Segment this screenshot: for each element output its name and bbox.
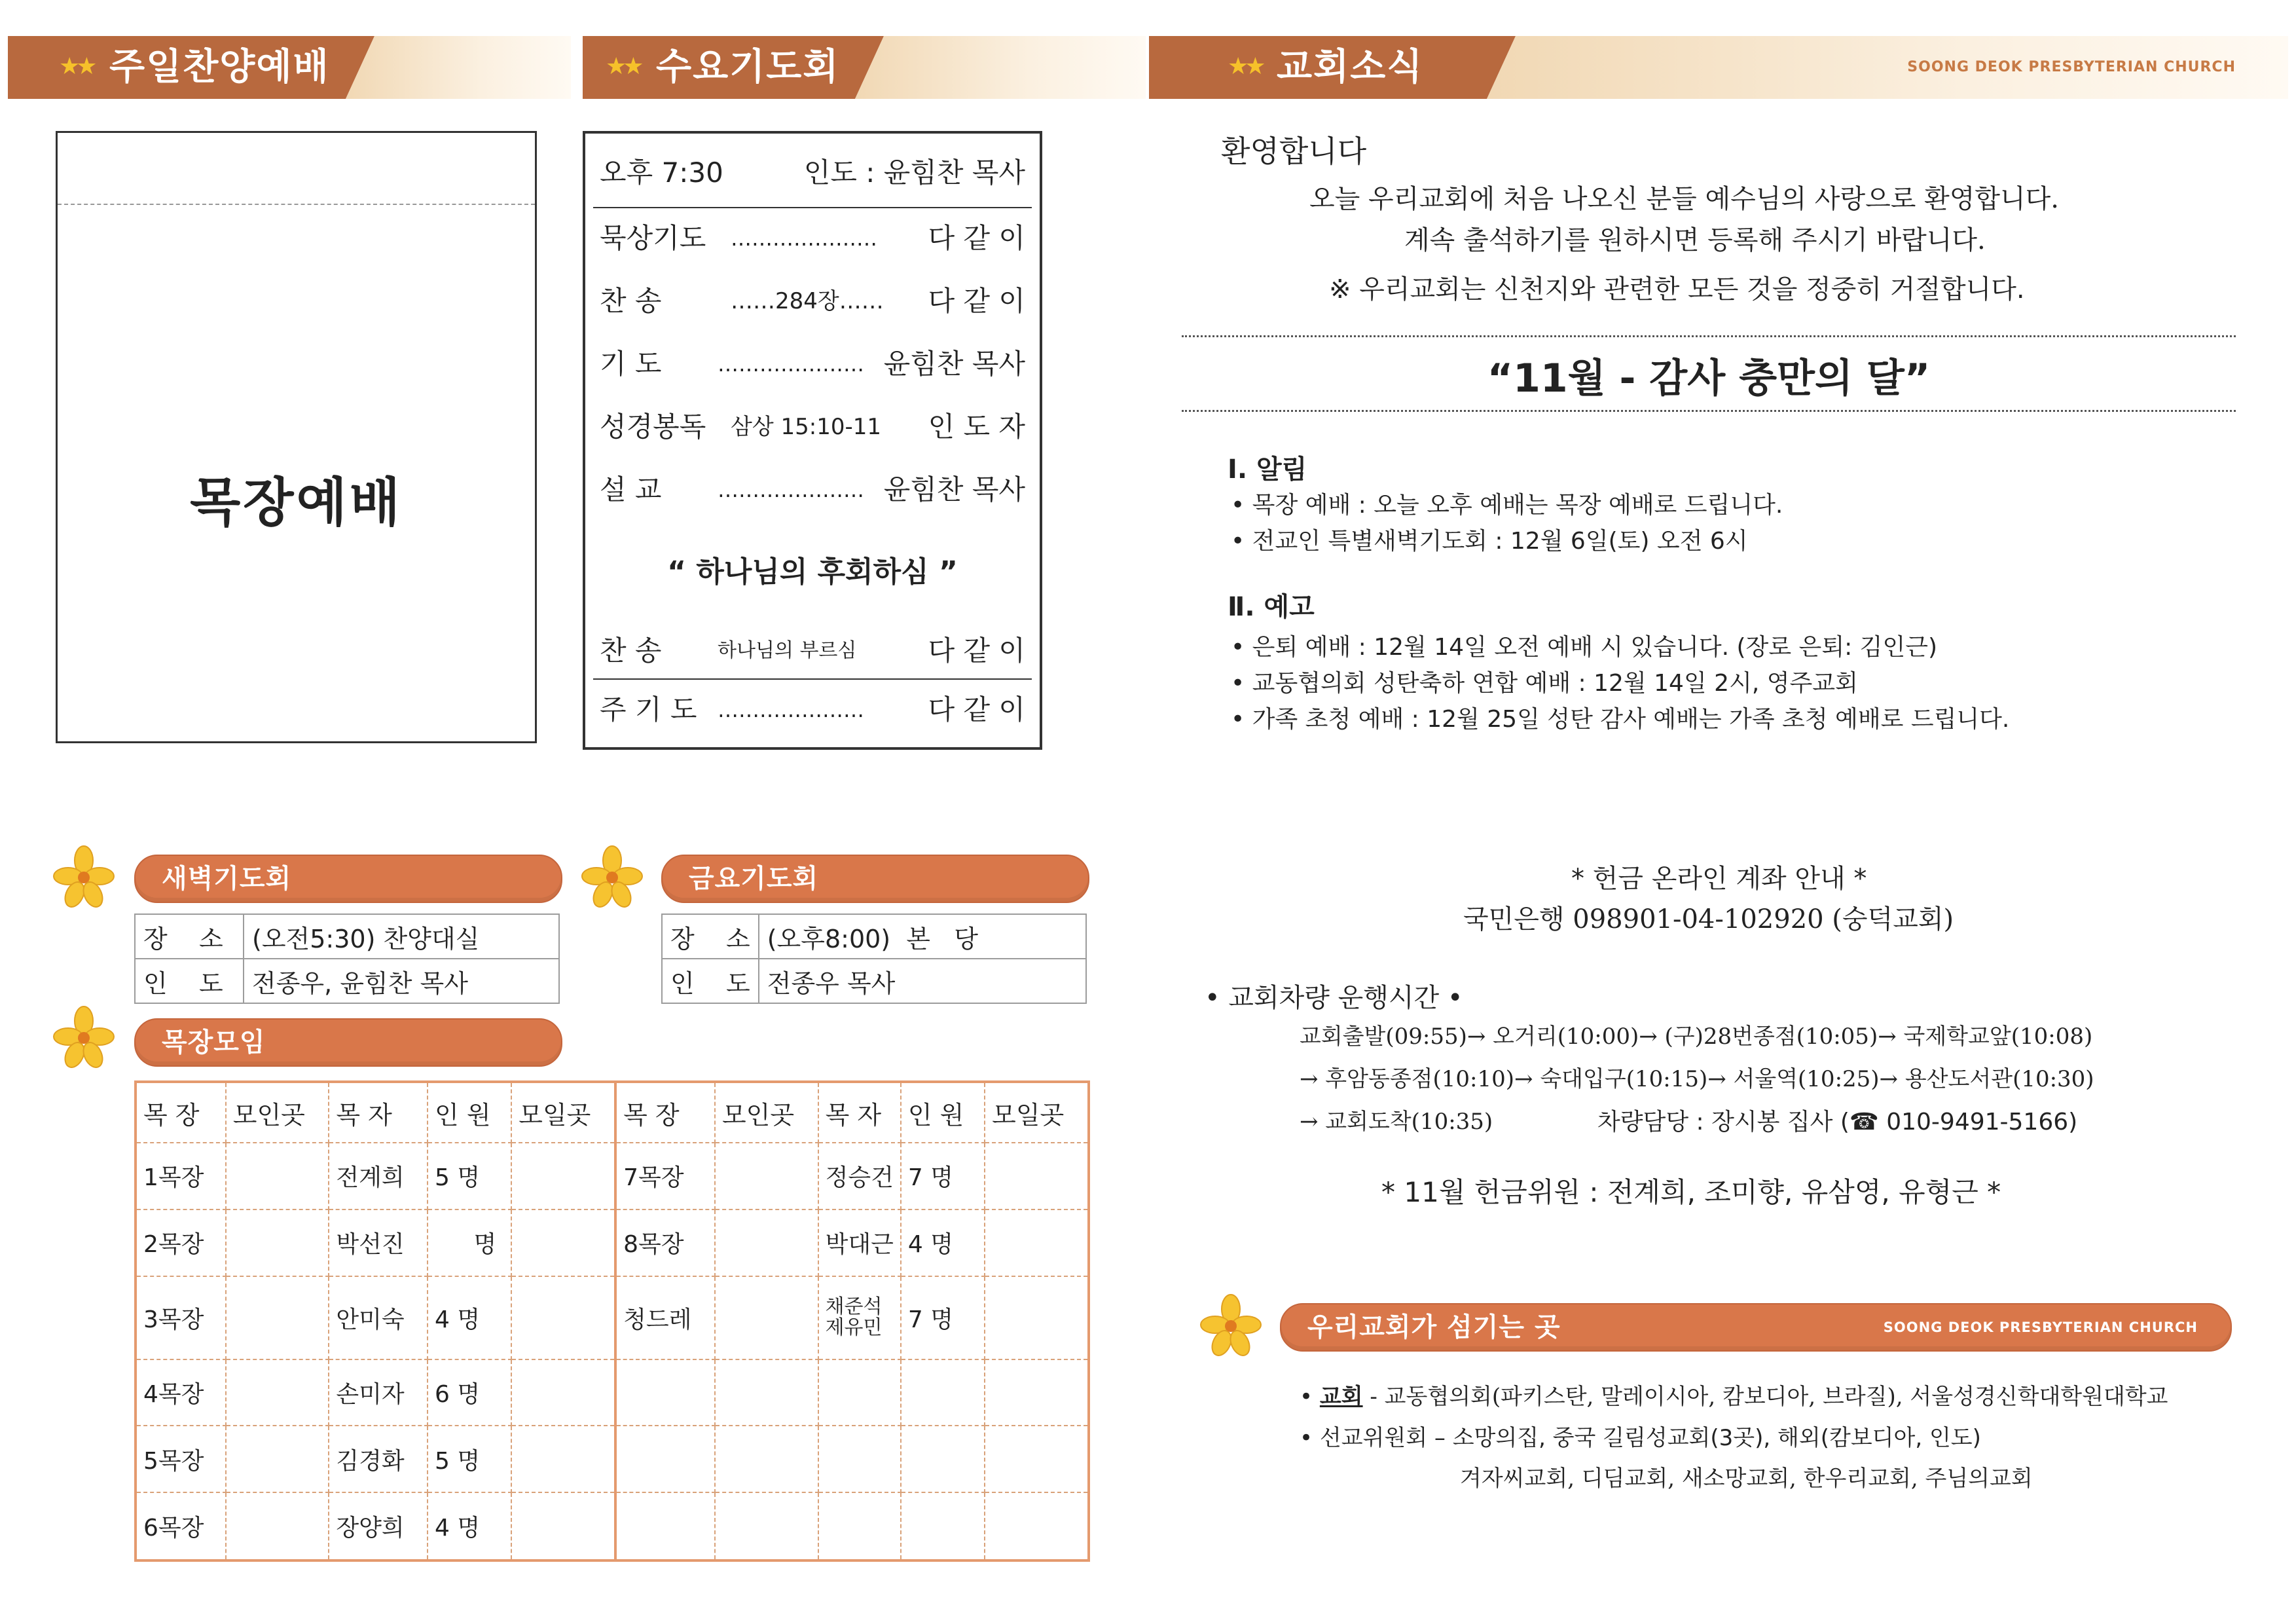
group-name: 7목장 xyxy=(615,1143,715,1209)
offering-title: * 헌금 온라인 계좌 안내 * xyxy=(1571,864,1867,894)
sermon-title xyxy=(600,553,1025,592)
group-place xyxy=(715,1359,818,1426)
pill-title: 금요기도회 xyxy=(689,864,819,894)
serve-label: 교회 xyxy=(1319,1384,1363,1410)
group-next xyxy=(985,1359,1089,1426)
table-value: (오전5:30) 찬양대실 xyxy=(244,914,559,959)
wed-order-row xyxy=(600,219,1025,258)
group-next xyxy=(511,1426,615,1492)
group-count xyxy=(901,1359,985,1426)
vehicle-title: • 교회차량 운행시간 • xyxy=(1205,983,1463,1013)
table-row xyxy=(662,959,1086,1003)
serve-line xyxy=(1300,1378,2168,1411)
header-sunday-worship xyxy=(8,36,571,99)
notice-item: • 전교인 특별새벽기도회 : 12월 6일(토) 오전 6시 xyxy=(1231,528,1748,555)
group-next xyxy=(511,1492,615,1560)
table-row xyxy=(136,1359,1089,1426)
wed-time-row xyxy=(600,153,1025,193)
col-header: 목 자 xyxy=(818,1082,901,1143)
flower-icon xyxy=(1198,1293,1264,1359)
col-header: 목 장 xyxy=(136,1082,226,1143)
offering-committee: * 11월 헌금위원 : 전계희, 조미향, 유삼영, 유형근 * xyxy=(1381,1176,2001,1208)
scripture-ref: 삼상 15:10-11 xyxy=(731,414,882,440)
group-leader: 김경화 xyxy=(329,1426,428,1492)
serve-bullet: • xyxy=(1300,1384,1320,1410)
wed-leader: 인도 : 윤힘찬 목사 xyxy=(803,157,1025,189)
star-icon: ★★ xyxy=(59,53,94,80)
group-meeting-header xyxy=(134,1018,562,1067)
group-place xyxy=(226,1276,329,1359)
order-person: 다 같 이 xyxy=(928,222,1025,254)
group-next xyxy=(985,1426,1089,1492)
group-next xyxy=(511,1209,615,1276)
flower-icon xyxy=(579,845,645,910)
vehicle-contact: 차량담당 : 장시봉 집사 (☎ 010-9491-5166) xyxy=(1597,1109,2078,1135)
group-name: 6목장 xyxy=(136,1492,226,1560)
group-count: 5 명 xyxy=(428,1143,511,1209)
flower-icon xyxy=(51,845,117,910)
serve-text: - 교동협의회(파키스탄, 말레이시아, 캄보디아, 브라질), 서울성경신학대학원대학교 xyxy=(1362,1384,2168,1410)
group-name: 5목장 xyxy=(136,1426,226,1492)
divider xyxy=(58,204,535,205)
group-meeting-table xyxy=(134,1080,1090,1562)
header-title: 주일찬양예배 xyxy=(109,46,330,88)
group-place xyxy=(715,1492,818,1560)
group-place xyxy=(226,1426,329,1492)
group-leader xyxy=(818,1426,901,1492)
group-place xyxy=(226,1359,329,1426)
order-label: 주 기 도 xyxy=(600,693,697,726)
dawn-prayer-table xyxy=(134,913,560,1004)
header-church-news xyxy=(1149,36,2288,99)
group-count: 4 명 xyxy=(901,1209,985,1276)
wednesday-order-box xyxy=(583,131,1042,750)
group-place xyxy=(715,1426,818,1492)
group-place xyxy=(715,1209,818,1276)
group-count: 7 명 xyxy=(901,1143,985,1209)
sunday-worship-label: 목장예배 xyxy=(189,472,403,533)
group-place xyxy=(226,1143,329,1209)
group-next xyxy=(511,1359,615,1426)
order-label: 기 도 xyxy=(600,348,662,380)
flower-icon xyxy=(51,1005,117,1071)
group-name: 청드레 xyxy=(615,1276,715,1359)
group-count: 4 명 xyxy=(428,1492,511,1560)
divider xyxy=(593,207,1032,208)
divider xyxy=(593,678,1032,680)
divider xyxy=(1182,410,2236,412)
church-name-en: SOONG DEOK PRESBYTERIAN CHURCH xyxy=(1883,1320,2198,1335)
welcome-line: 계속 출석하기를 원하시면 등록해 주시기 바랍니다. xyxy=(1404,225,1986,255)
group-name xyxy=(615,1492,715,1560)
group-next xyxy=(511,1276,615,1359)
vehicle-route: → 후암동종점(10:10)→ 숙대입구(10:15)→ 서울역(10:25)→ 용산도서관(10:30) xyxy=(1300,1066,2094,1092)
serve-line: 겨자씨교회, 디딤교회, 새소망교회, 한우리교회, 주님의교회 xyxy=(1460,1466,2033,1492)
group-count xyxy=(901,1492,985,1560)
group-name xyxy=(615,1359,715,1426)
group-count: 4 명 xyxy=(428,1276,511,1359)
col-header: 모일곳 xyxy=(985,1082,1089,1143)
col-header: 모일곳 xyxy=(511,1082,615,1143)
table-row xyxy=(136,1209,1089,1276)
group-place xyxy=(715,1276,818,1359)
group-leader: 손미자 xyxy=(329,1359,428,1426)
group-leader xyxy=(818,1492,901,1560)
notice-section-title: Ⅱ. 예고 xyxy=(1228,592,1315,622)
table-row xyxy=(136,1143,1089,1209)
order-label: 성경봉독 xyxy=(600,411,706,443)
group-leader: 안미숙 xyxy=(329,1276,428,1359)
table-value: 전종우 목사 xyxy=(759,959,1086,1003)
divider xyxy=(1182,335,2236,337)
star-icon: ★★ xyxy=(606,53,640,80)
wed-order-row xyxy=(600,344,1025,384)
order-detail: ………………… xyxy=(718,477,864,502)
sunday-worship-box xyxy=(56,131,537,743)
group-next xyxy=(985,1143,1089,1209)
group-leader: 박선진 xyxy=(329,1209,428,1276)
order-person: 인 도 자 xyxy=(928,411,1025,443)
group-leader: 장양희 xyxy=(329,1492,428,1560)
table-value: 전종우, 윤힘찬 목사 xyxy=(244,959,559,1003)
group-leader: 박대근 xyxy=(818,1209,901,1276)
table-row xyxy=(135,914,559,959)
table-row xyxy=(135,959,559,1003)
header-title: 수요기도회 xyxy=(656,46,840,88)
table-header-row xyxy=(136,1082,1089,1143)
group-count: 5 명 xyxy=(428,1426,511,1492)
col-header: 목 장 xyxy=(615,1082,715,1143)
order-label: 찬 송 xyxy=(600,285,662,317)
table-row xyxy=(136,1276,1089,1359)
hymn-title: 하나님의 부르심 xyxy=(718,639,857,662)
group-count: 명 xyxy=(428,1209,511,1276)
group-place xyxy=(715,1143,818,1209)
order-person: 윤힘찬 목사 xyxy=(883,473,1025,506)
notice-item: • 목장 예배 : 오늘 오후 예배는 목장 예배로 드립니다. xyxy=(1231,492,1783,519)
welcome-title: 환영합니다 xyxy=(1221,134,1367,169)
sermon-title-text: “ 하나님의 후회하심 ” xyxy=(667,555,958,589)
wed-time: 오후 7:30 xyxy=(600,157,723,189)
pill-title: 새벽기도회 xyxy=(162,864,292,894)
dawn-prayer-header xyxy=(134,855,562,903)
order-person: 윤힘찬 목사 xyxy=(883,348,1025,380)
group-place xyxy=(226,1492,329,1560)
group-leader xyxy=(818,1359,901,1426)
offering-account: 국민은행 098901-04-102920 (숭덕교회) xyxy=(1463,904,1954,934)
vehicle-route: 교회출발(09:55)→ 오거리(10:00)→ (구)28번종점(10:05)→ 국제학교앞(10:08) xyxy=(1300,1024,2093,1050)
col-header: 목 자 xyxy=(329,1082,428,1143)
col-header: 인 원 xyxy=(901,1082,985,1143)
header-wednesday-prayer xyxy=(583,36,1146,99)
table-value: (오후8:00) 본 당 xyxy=(759,914,1086,959)
notice-item: • 가족 초청 예배 : 12월 25일 성탄 감사 예배는 가족 초청 예배로 드립니다. xyxy=(1231,706,2010,733)
order-detail: ……284장…… xyxy=(731,288,884,314)
table-key: 인 도 xyxy=(135,959,244,1003)
serve-line: • 선교위원회 – 소망의집, 중국 길림성교회(3곳), 해외(캄보디아, 인도) xyxy=(1300,1425,1981,1451)
notice-item: • 은퇴 예배 : 12월 14일 오전 예배 시 있습니다. (장로 은퇴: 김인근) xyxy=(1231,634,1938,661)
table-row xyxy=(136,1492,1089,1560)
welcome-line: 오늘 우리교회에 처음 나오신 분들 예수님의 사랑으로 환영합니다. xyxy=(1309,184,2059,214)
wed-order-row xyxy=(600,631,1025,671)
pill-title: 우리교회가 섬기는 곳 xyxy=(1307,1312,1561,1342)
group-name: 1목장 xyxy=(136,1143,226,1209)
group-count: 7 명 xyxy=(901,1276,985,1359)
table-key: 장 소 xyxy=(662,914,759,959)
wed-order-row xyxy=(600,407,1025,447)
pill-title: 목장모임 xyxy=(162,1027,266,1058)
group-name: 4목장 xyxy=(136,1359,226,1426)
group-name: 2목장 xyxy=(136,1209,226,1276)
order-person: 다 같 이 xyxy=(928,285,1025,317)
notice-shincheonji: ※ 우리교회는 신천지와 관련한 모든 것을 정중히 거절합니다. xyxy=(1329,274,2025,304)
friday-prayer-table xyxy=(661,913,1087,1004)
table-row xyxy=(136,1426,1089,1492)
group-count: 6 명 xyxy=(428,1359,511,1426)
col-header: 모인곳 xyxy=(715,1082,818,1143)
group-name: 8목장 xyxy=(615,1209,715,1276)
table-key: 인 도 xyxy=(662,959,759,1003)
serve-header xyxy=(1280,1303,2232,1352)
church-name-en: SOONG DEOK PRESBYTERIAN CHURCH xyxy=(1907,59,2236,75)
group-next xyxy=(985,1492,1089,1560)
order-person: 다 같 이 xyxy=(928,635,1025,667)
month-theme: “11월 - 감사 충만의 달” xyxy=(1487,356,1931,401)
group-leader: 채준석 제유민 xyxy=(818,1276,901,1359)
order-detail: ………………… xyxy=(718,352,864,377)
group-place xyxy=(226,1209,329,1276)
col-header: 인 원 xyxy=(428,1082,511,1143)
wed-order-row xyxy=(600,470,1025,509)
wed-order-row xyxy=(600,690,1025,729)
friday-prayer-header xyxy=(661,855,1089,903)
vehicle-route: → 교회도착(10:35) xyxy=(1300,1109,1493,1135)
order-detail: ………………… xyxy=(718,697,864,722)
order-label: 설 교 xyxy=(600,473,662,506)
group-name: 3목장 xyxy=(136,1276,226,1359)
group-count xyxy=(901,1426,985,1492)
order-label: 묵상기도 xyxy=(600,222,706,254)
group-next xyxy=(511,1143,615,1209)
group-leader: 정승건 xyxy=(818,1143,901,1209)
notice-item: • 교동협의회 성탄축하 연합 예배 : 12월 14일 2시, 영주교회 xyxy=(1231,670,1858,697)
col-header: 모인곳 xyxy=(226,1082,329,1143)
order-detail: ………………… xyxy=(731,226,877,251)
group-next xyxy=(985,1209,1089,1276)
header-title: 교회소식 xyxy=(1277,46,1424,88)
notice-section-title: Ⅰ. 알림 xyxy=(1228,454,1307,485)
group-next xyxy=(985,1276,1089,1359)
order-label: 찬 송 xyxy=(600,635,662,667)
table-key: 장 소 xyxy=(135,914,244,959)
star-icon: ★★ xyxy=(1228,53,1262,80)
table-row xyxy=(662,914,1086,959)
order-person: 다 같 이 xyxy=(928,693,1025,726)
wed-order-row xyxy=(600,282,1025,321)
group-leader: 전계희 xyxy=(329,1143,428,1209)
group-name xyxy=(615,1426,715,1492)
